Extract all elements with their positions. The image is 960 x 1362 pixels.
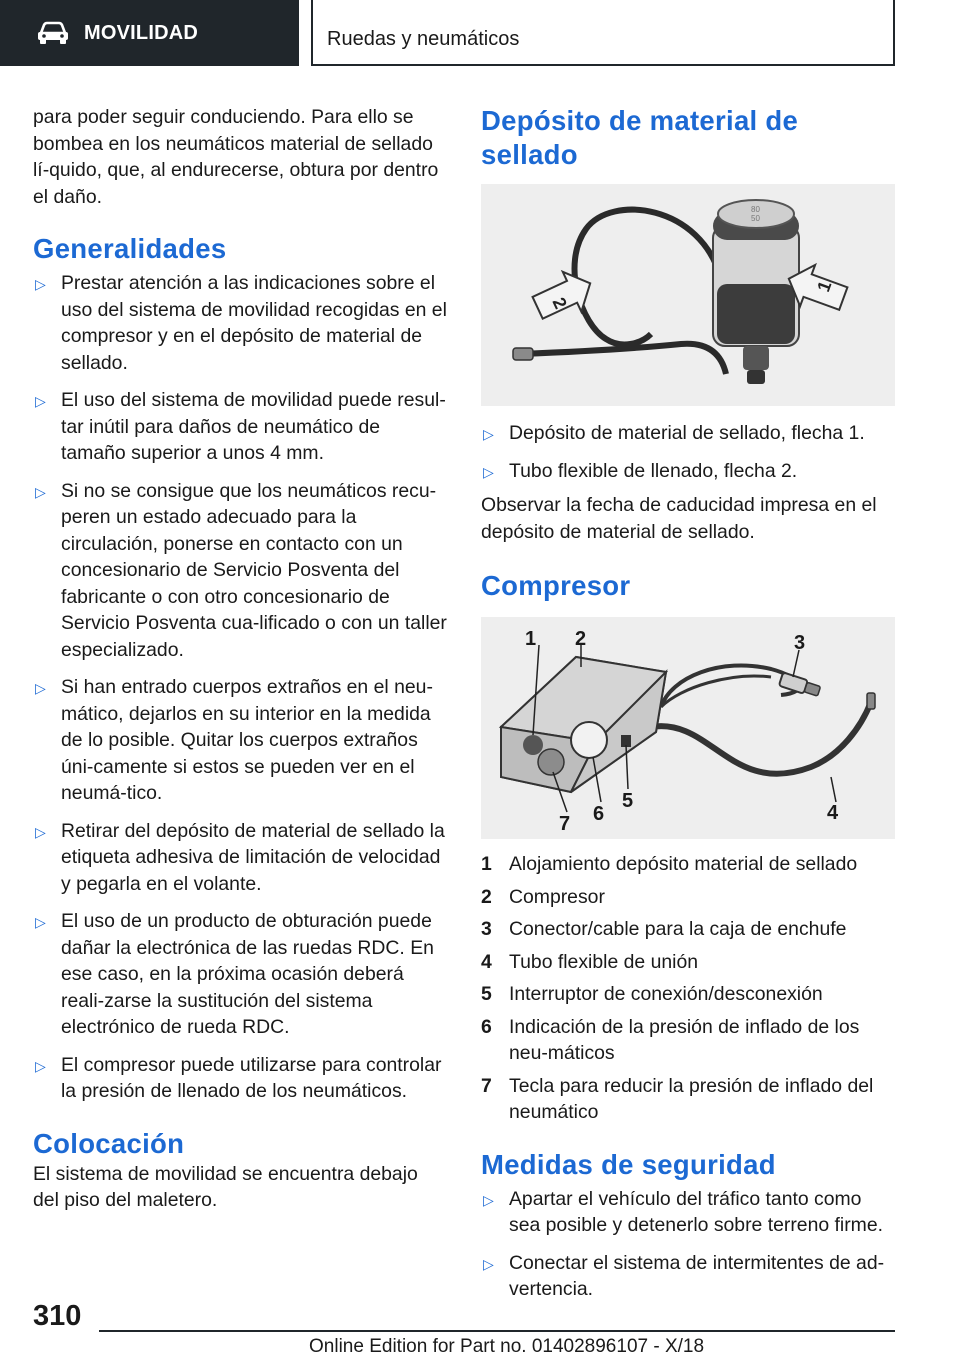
bullet-triangle-icon: ▷ bbox=[35, 914, 46, 930]
compressor-illustration bbox=[481, 617, 895, 839]
list-item: ▷ El compresor puede utilizarse para controlar la presión de llenado de los neumáticos. bbox=[35, 1053, 442, 1102]
page-number: 310 bbox=[33, 1300, 82, 1332]
bullet-triangle-icon: ▷ bbox=[35, 276, 46, 292]
bullet-triangle-icon: ▷ bbox=[483, 1191, 494, 1208]
sealant-list bbox=[481, 420, 895, 484]
figure-label-6: 6 bbox=[593, 803, 605, 825]
bullet-triangle-icon: ▷ bbox=[483, 1255, 494, 1272]
bullet-triangle-icon: ▷ bbox=[35, 1057, 46, 1074]
list-item: ▷ Apartar el vehículo del tráfico tanto como sea posible y detenerlo sobre terreno firme. bbox=[483, 1187, 884, 1236]
svg-text:80: 80 bbox=[751, 205, 760, 214]
right-column bbox=[481, 104, 895, 1303]
intro-paragraph: para poder seguir conduciendo. Para ello se bombea en los neumáticos material de sellado lí-quido, que, al endurecerse, obtura por dentro el daño. bbox=[33, 106, 439, 208]
sealant-note: Observar la fecha de caducidad impresa en el depósito de material de sellado. bbox=[481, 494, 877, 543]
list-item: 1 Alojamiento depósito material de sellado bbox=[481, 853, 858, 875]
safety-heading: Medidas de seguridad bbox=[481, 1148, 776, 1180]
list-item: ▷ El uso de un producto de obturación puede dañar la electrónica de las ruedas RDC. En ese caso, en la próxima ocasión deberá reali-zarse la sustitución del sistema electrónico de rueda RDC. bbox=[35, 910, 434, 1038]
list-item: 7 Tecla para reducir la presión de inflado del neumático bbox=[481, 1074, 874, 1123]
subsection-box bbox=[311, 0, 895, 66]
list-item: ▷ Si no se consigue que los neumáticos recu-peren un estado adecuado para la circulación, ponerse en contacto con un concesionario de Servicio Posventa del fabricante o con otro concesionario de Servicio Posventa cua-lificado o con un taller especializado. bbox=[35, 479, 447, 661]
list-item: ▷ Conectar el sistema de intermitentes de ad-vertencia. bbox=[483, 1251, 885, 1300]
bullet-triangle-icon: ▷ bbox=[35, 393, 46, 409]
figure-label-2: 2 bbox=[548, 294, 571, 312]
figure-label-7: 7 bbox=[559, 813, 571, 835]
list-item: 6 Indicación de la presión de inflado de los neu-máticos bbox=[481, 1015, 860, 1064]
footer-divider bbox=[99, 1330, 895, 1332]
placement-paragraph: El sistema de movilidad se encuentra debajo del piso del maletero. bbox=[33, 1162, 418, 1211]
figure-label-4: 4 bbox=[827, 802, 839, 824]
bullet-triangle-icon: ▷ bbox=[35, 483, 46, 500]
compressor-figure bbox=[481, 617, 895, 839]
section-title: MOVILIDAD bbox=[84, 21, 199, 44]
figure-label-3: 3 bbox=[794, 632, 806, 654]
general-heading: Generalidades bbox=[33, 233, 227, 264]
compressor-parts-list bbox=[481, 851, 895, 1126]
figure-label-2: 2 bbox=[575, 628, 587, 650]
bullet-triangle-icon: ▷ bbox=[483, 463, 494, 480]
list-item: ▷ Retirar del depósito de material de sellado la etiqueta adhesiva de limitación de velocidad y pegarla en el volante. bbox=[35, 819, 445, 895]
placement-heading: Colocación bbox=[33, 1127, 185, 1159]
compressor-heading: Compresor bbox=[481, 570, 631, 601]
left-column bbox=[33, 104, 447, 1214]
bullet-triangle-icon: ▷ bbox=[35, 680, 46, 696]
list-item: 4 Tubo flexible de unión bbox=[481, 950, 699, 973]
car-icon bbox=[36, 21, 70, 45]
bullet-triangle-icon: ▷ bbox=[483, 426, 494, 442]
list-item: 5 Interruptor de conexión/desconexión bbox=[481, 983, 823, 1005]
list-item: 2 Compresor bbox=[481, 885, 605, 908]
list-item: ▷ Prestar atención a las indicaciones sobre el uso del sistema de movilidad recogidas en el compresor y en el depósito de material de sellado. bbox=[35, 272, 447, 374]
general-list bbox=[33, 270, 447, 1105]
edition-footer: Online Edition for Part no. 01402896107 - X/18 bbox=[309, 1336, 705, 1357]
list-item: ▷ Depósito de material de sellado, flecha 1. bbox=[481, 420, 895, 447]
bullet-triangle-icon: ▷ bbox=[35, 823, 46, 840]
figure-label-5: 5 bbox=[622, 790, 634, 812]
svg-text:50: 50 bbox=[751, 214, 760, 223]
list-item: ▷ El uso del sistema de movilidad puede resul-tar inútil para daños de neumático de tamaño superior a unos 4 mm. bbox=[35, 389, 446, 464]
list-item: 3 Conector/cable para la caja de enchufe bbox=[481, 918, 847, 940]
safety-list bbox=[481, 1186, 895, 1303]
sealant-illustration bbox=[481, 184, 895, 406]
list-item: ▷ Tubo flexible de llenado, flecha 2. bbox=[481, 458, 895, 485]
sealant-heading: Depósito de material de sellado bbox=[481, 105, 799, 170]
list-item: ▷ Si han entrado cuerpos extraños en el neu-mático, dejarlos en su interior en la medida de lo posible. Quitar los cuerpos extraños úni-camente si estos se pueden ver en el neumá-tico. bbox=[35, 676, 433, 804]
subsection-title: Ruedas y neumáticos bbox=[327, 28, 520, 50]
figure-label-1: 1 bbox=[813, 278, 836, 295]
section-tab bbox=[0, 0, 299, 66]
sealant-figure bbox=[481, 184, 895, 406]
figure-label-1: 1 bbox=[525, 628, 537, 650]
